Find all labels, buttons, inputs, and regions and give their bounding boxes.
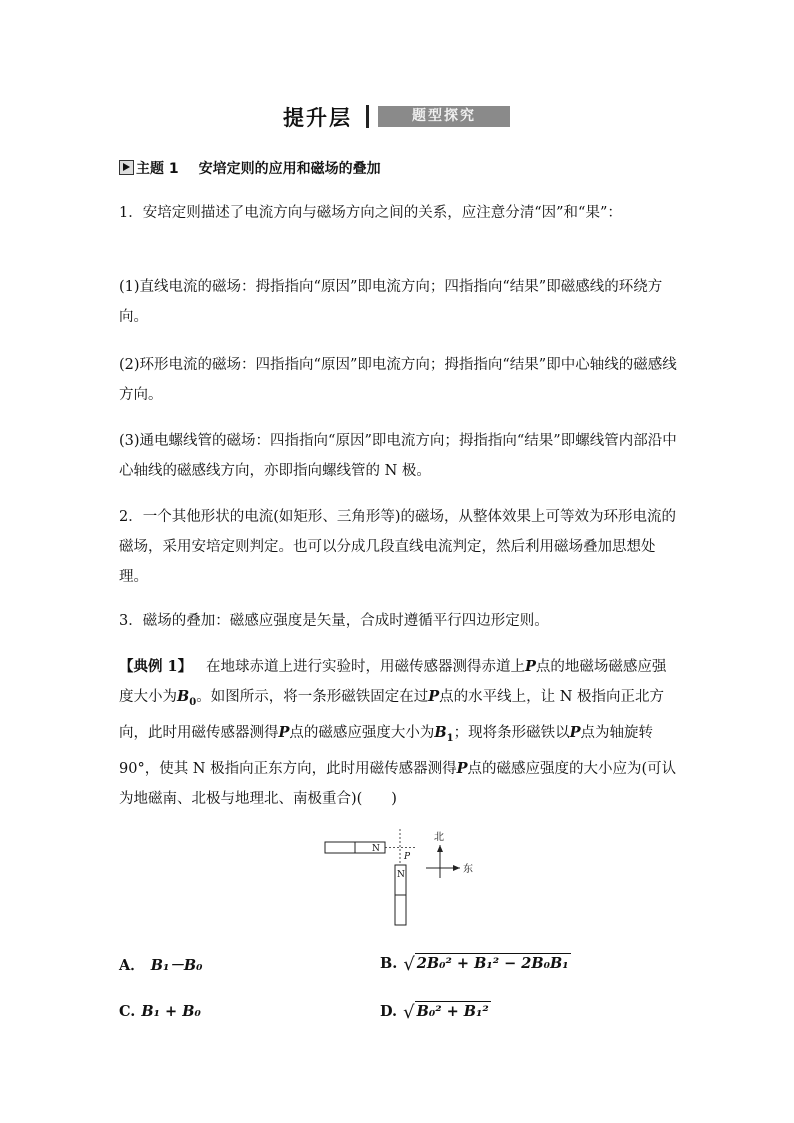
point-p: P <box>524 658 536 675</box>
sqrt-icon: √ <box>403 954 415 975</box>
example-problem: 【典例 1】 在地球赤道上进行实验时，用磁传感器测得赤道上P点的地磁场磁感应强度大小为$B_0$。如图所示，将一条形磁铁固定在过P点的水平线上，让 N 极指向正北方向，此时用磁传感器测得P点的磁感应强度大小为$B_1$；现将条形磁铁以P点为轴旋转 90°，使其 N 极指向正东方向，此时用磁传感器测得P点的磁感应强度的大小应为(可认为地磁南、北极与地理北、南极重合)( ) <box>119 658 677 807</box>
paragraph-4: (3)通电螺线管的磁场：四指指向“原因”即电流方向；拇指指向“结果”即螺线管内部沿中心轴线的磁感线方向，亦即指向螺线管的 N 极。 <box>119 433 677 479</box>
option-a-expr: B₁－B₀ <box>150 957 203 974</box>
paragraph-5: 2．一个其他形状的电流(如矩形、三角形等)的磁场，从整体效果上可等效为环形电流的磁场，采用安培定则判定。也可以分成几段直线电流判定，然后利用磁场叠加思想处理。 <box>119 509 677 585</box>
option-d-expr: B₀² + B₁² <box>416 1003 489 1020</box>
header-divider <box>366 105 369 128</box>
topic-label: 主题 1 <box>136 161 179 177</box>
magnet-figure <box>320 825 490 935</box>
north-arrow-icon <box>437 845 443 852</box>
option-b[interactable]: B. √ 2B₀² + B₁² − 2B₀B₁ <box>380 954 569 975</box>
option-c-expr: B₁ + B₀ <box>141 1003 201 1020</box>
east-label: 东 <box>463 864 473 875</box>
paragraph-3: (2)环形电流的磁场：四指指向“原因”即电流方向；拇指指向“结果”即中心轴线的磁感线方向。 <box>119 357 677 403</box>
sqrt-icon: √ <box>403 1002 415 1023</box>
section-header <box>0 100 794 132</box>
option-a[interactable]: A． B₁－B₀ <box>119 957 203 974</box>
play-triangle-icon <box>119 160 134 175</box>
paragraph-2: (1)直线电流的磁场：拇指指向“原因”即电流方向；四指指向“结果”即磁感线的环绕方向。 <box>119 279 663 325</box>
option-d[interactable]: D. √ B₀² + B₁² <box>380 1002 489 1023</box>
paragraph-6: 3．磁场的叠加：磁感应强度是矢量，合成时遵循平行四边形定则。 <box>119 613 549 629</box>
topic-heading <box>119 158 381 178</box>
point-p-label: P <box>404 852 411 862</box>
paragraph-1: 1．安培定则描述了电流方向与磁场方向之间的关系，应注意分清“因”和“果”： <box>119 205 622 221</box>
section-title: 提升层 <box>283 106 352 130</box>
example-label: 【典例 1】 <box>119 658 193 675</box>
north-label: 北 <box>434 832 444 843</box>
magnet-n-label-1: N <box>372 844 380 854</box>
magnet-n-label-2: N <box>397 870 405 880</box>
section-tag: 题型探究 <box>378 106 510 127</box>
option-c[interactable]: C. B₁ + B₀ <box>119 1003 201 1020</box>
topic-title: 安培定则的应用和磁场的叠加 <box>198 161 381 177</box>
option-b-expr: 2B₀² + B₁² − 2B₀B₁ <box>416 955 569 972</box>
east-arrow-icon <box>453 865 460 871</box>
